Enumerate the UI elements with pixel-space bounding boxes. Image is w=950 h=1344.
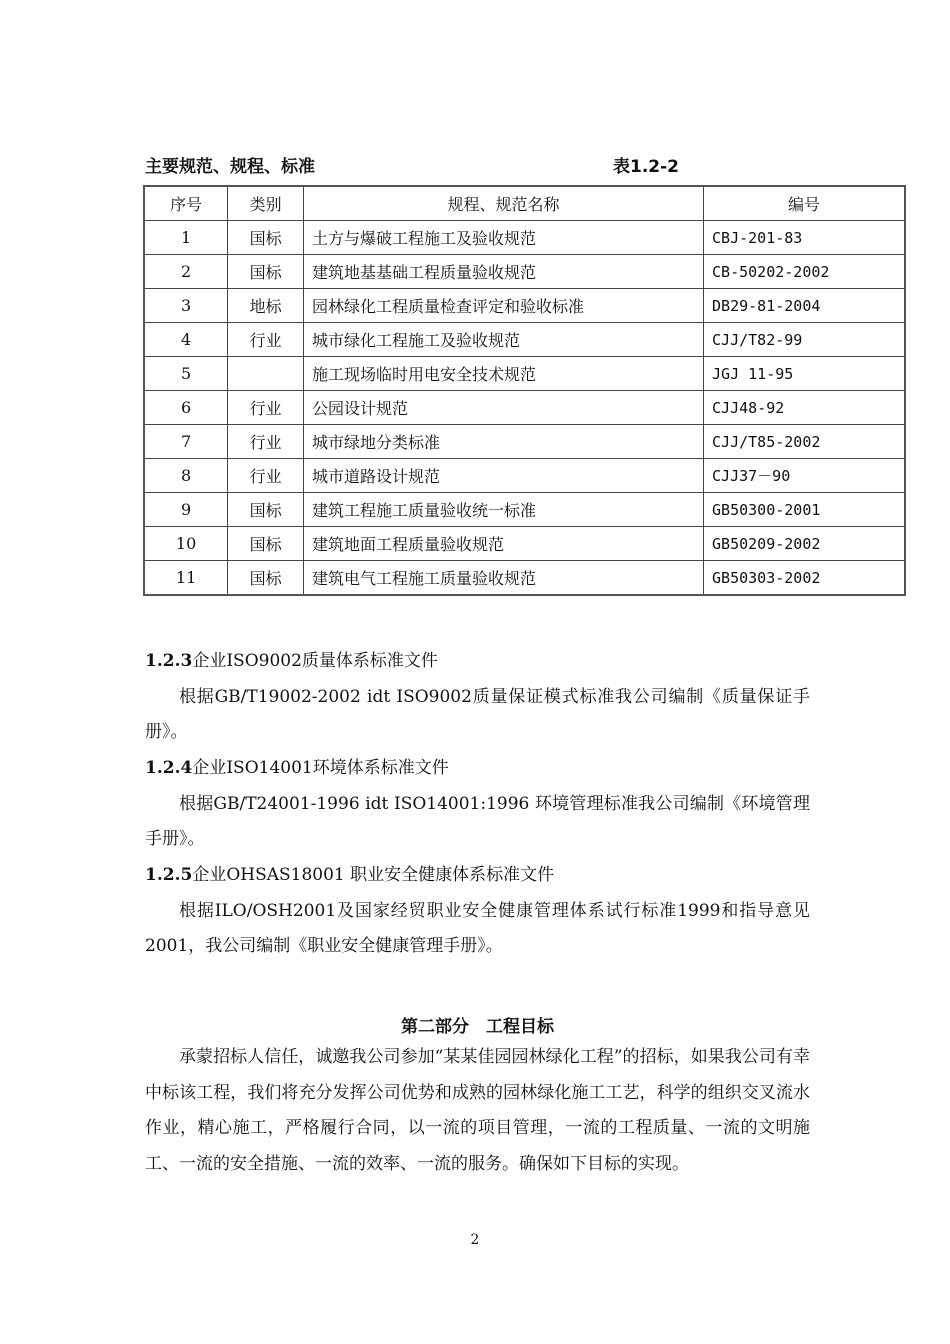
cell-category: 行业	[228, 323, 304, 357]
cell-name: 公园设计规范	[303, 391, 703, 425]
table-row	[144, 527, 905, 561]
cell-category: 地标	[228, 289, 304, 323]
table-header-row	[144, 186, 905, 221]
cell-code: CJJ/T85-2002	[704, 425, 905, 459]
part-two-title: 第二部分 工程目标	[401, 1017, 554, 1037]
section-body: 根据GB/T19002-2002 idt ISO9002质量保证模式标准我公司编制《质量保证手册》。	[145, 686, 810, 742]
section-1-2-5	[145, 858, 810, 965]
cell-category: 国标	[228, 527, 304, 561]
cell-category: 行业	[228, 391, 304, 425]
table-row	[144, 493, 905, 527]
cell-code: DB29-81-2004	[704, 289, 905, 323]
header-name: 规程、规范名称	[303, 186, 703, 221]
part-two-body: 承蒙招标人信任，诚邀我公司参加“某某佳园园林绿化工程”的招标，如果我公司有幸中标该工程，我们将充分发挥公司优势和成熟的园林绿化施工工艺，科学的组织交叉流水作业，精心施工，严格履行合同，以一流的项目管理，一流的工程质量、一流的文明施工、一流的安全措施、一流的效率、一流的服务。确保如下目标的实现。	[145, 1047, 810, 1174]
header-code: 编号	[704, 186, 905, 221]
cell-no: 5	[144, 357, 228, 391]
cell-no: 2	[144, 255, 228, 289]
cell-category: 国标	[228, 561, 304, 596]
cell-code: CJJ/T82-99	[704, 323, 905, 357]
section-heading	[145, 644, 810, 680]
table-row	[144, 391, 905, 425]
cell-no: 7	[144, 425, 228, 459]
cell-category: 行业	[228, 425, 304, 459]
table-row	[144, 289, 905, 323]
cell-code: JGJ 11-95	[704, 357, 905, 391]
cell-category: 国标	[228, 255, 304, 289]
cell-code: CJJ48-92	[704, 391, 905, 425]
section-heading	[145, 858, 810, 894]
table-number: 表1.2-2	[613, 157, 679, 177]
section-number: 1.2.5	[145, 865, 193, 885]
cell-category: 行业	[228, 459, 304, 493]
section-1-2-4	[145, 751, 810, 858]
section-number: 1.2.3	[145, 651, 193, 671]
section-1-2-3	[145, 644, 810, 751]
cell-name: 建筑地面工程质量验收规范	[303, 527, 703, 561]
cell-no: 1	[144, 221, 228, 255]
section-title: 企业ISO14001环境体系标准文件	[192, 758, 449, 778]
table-row	[144, 255, 905, 289]
cell-code: CJJ37－90	[704, 459, 905, 493]
part-two-body-block	[145, 1040, 810, 1182]
cell-name: 城市绿化工程施工及验收规范	[303, 323, 703, 357]
cell-name: 园林绿化工程质量检查评定和验收标准	[303, 289, 703, 323]
table-row	[144, 323, 905, 357]
header-category: 类别	[228, 186, 304, 221]
standards-table	[143, 185, 906, 596]
cell-no: 8	[144, 459, 228, 493]
section-number: 1.2.4	[145, 758, 193, 778]
cell-no: 10	[144, 527, 228, 561]
cell-category	[228, 357, 304, 391]
table-caption	[145, 152, 705, 177]
header-no: 序号	[144, 186, 228, 221]
cell-code: CBJ-201-83	[704, 221, 905, 255]
cell-category: 国标	[228, 493, 304, 527]
cell-no: 9	[144, 493, 228, 527]
table-title: 主要规范、规程、标准	[145, 157, 315, 177]
cell-name: 施工现场临时用电安全技术规范	[303, 357, 703, 391]
cell-no: 4	[144, 323, 228, 357]
cell-name: 建筑工程施工质量验收统一标准	[303, 493, 703, 527]
cell-no: 6	[144, 391, 228, 425]
section-body: 根据GB/T24001-1996 idt ISO14001:1996 环境管理标准我公司编制《环境管理手册》。	[145, 793, 810, 849]
cell-name: 城市道路设计规范	[303, 459, 703, 493]
cell-code: GB50209-2002	[704, 527, 905, 561]
section-heading	[145, 751, 810, 787]
table-row	[144, 221, 905, 255]
table-row	[144, 561, 905, 596]
table-row	[144, 425, 905, 459]
cell-name: 城市绿地分类标准	[303, 425, 703, 459]
page-number: 2	[470, 1232, 480, 1248]
cell-code: GB50300-2001	[704, 493, 905, 527]
section-title: 企业ISO9002质量体系标准文件	[192, 651, 438, 671]
cell-no: 11	[144, 561, 228, 596]
section-body: 根据ILO/OSH2001及国家经贸职业安全健康管理体系试行标准1999和指导意见2001，我公司编制《职业安全健康管理手册》。	[145, 900, 810, 956]
cell-code: CB-50202-2002	[704, 255, 905, 289]
cell-code: GB50303-2002	[704, 561, 905, 596]
cell-name: 建筑电气工程施工质量验收规范	[303, 561, 703, 596]
section-title: 企业OHSAS18001 职业安全健康体系标准文件	[192, 865, 555, 885]
table-row	[144, 459, 905, 493]
cell-name: 建筑地基基础工程质量验收规范	[303, 255, 703, 289]
table-row	[144, 357, 905, 391]
cell-no: 3	[144, 289, 228, 323]
cell-category: 国标	[228, 221, 304, 255]
cell-name: 土方与爆破工程施工及验收规范	[303, 221, 703, 255]
